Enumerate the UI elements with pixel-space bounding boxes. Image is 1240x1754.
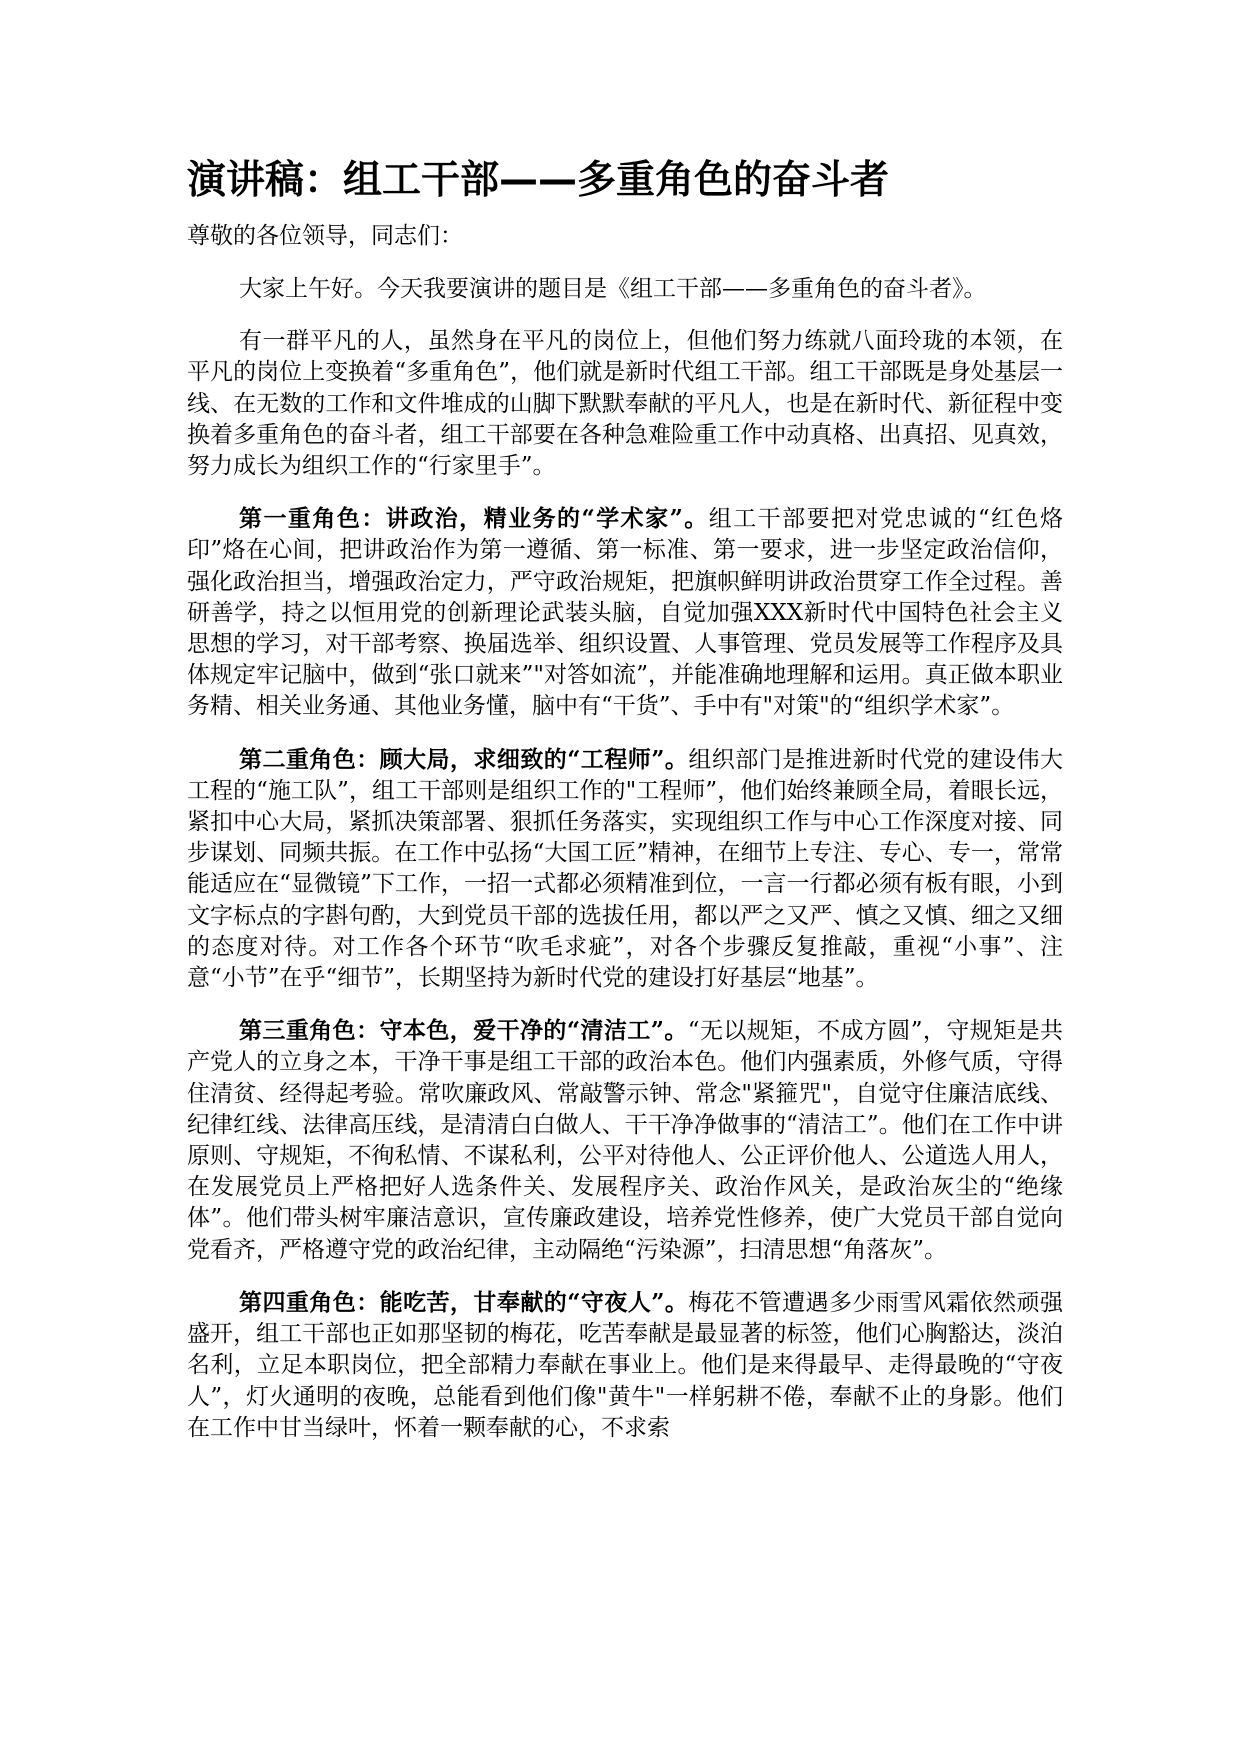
section-heading-2: 第二重角色：顾大局，求细致的“工程师”。	[239, 745, 689, 773]
section-paragraph-1	[187, 503, 1063, 722]
section-paragraph-3	[187, 1015, 1063, 1266]
section-body-1: 组工干部要把对党忠诚的“红色烙印”烙在心间，把讲政治作为第一遵循、第一标准、第一要求，进一步坚定政治信仰，强化政治担当，增强政治定力，严守政治规矩，把旗帜鲜明讲政治贯穿工作全过程。善研善学，持之以恒用党的创新理论武装头脑，自觉加强XXX新时代中国特色社会主义思想的学习，对干部考察、换届选举、组织设置、人事管理、党员发展等工作程序及具体规定牢记脑中，做到“张口就来”"对答如流”，并能准确地理解和运用。真正做本职业务精、相关业务通、其他业务懂，脑中有“干货”、手中有"对策"的“组织学术家”。	[187, 506, 1063, 720]
document-page	[187, 155, 1063, 1465]
overview-paragraph: 有一群平凡的人，虽然身在平凡的岗位上，但他们努力练就八面玲珑的本领，在平凡的岗位上变换着“多重角色”，他们就是新时代组工干部。组工干部既是身处基层一线、在无数的工作和文件堆成的山脚下默默奉献的平凡人，也是在新时代、新征程中变换着多重角色的奋斗者，组工干部要在各种急难险重工作中动真格、出真招、见真效，努力成长为组织工作的“行家里手”。	[187, 328, 1063, 480]
section-paragraph-2	[187, 744, 1063, 995]
section-heading-3: 第三重角色：守本色，爱干净的“清洁工”。	[239, 1017, 688, 1045]
salutation: 尊敬的各位领导，同志们：	[187, 223, 463, 249]
section-body-3: “无以规矩，不成方圆”，守规矩是共产党人的立身之本，干净干事是组工干部的政治本色。他们内强素质，外修气质，守得住清贫、经得起考验。常吹廉政风、常敲警示钟、常念"紧箍咒"，自觉守住廉洁底线、纪律红线、法律高压线，是清清白白做人、干干净净做事的“清洁工”。他们在工作中讲原则、守规矩，不徇私情、不谋私利，公平对待他人、公正评价他人、公道选人用人，在发展党员上严格把好人选条件关、发展程序关、政治作风关，是政治灰尘的“绝缘体”。他们带头树牢廉洁意识，宣传廉政建设，培养党性修养，使广大党员干部自觉向党看齐，严格遵守党的政治纪律，主动隔绝“污染源”，扫清思想“角落灰”。	[187, 1018, 1063, 1263]
section-body-2: 组织部门是推进新时代党的建设伟大工程的“施工队”，组工干部则是组织工作的"工程师”，他们始终兼顾全局，着眼长远，紧扣中心大局，紧抓决策部署、狠抓任务落实，实现组织工作与中心工作深度对接、同步谋划、同频共振。在工作中弘扬“大国工匠”精神，在细节上专注、专心、专一，常常能适应在“显微镜”下工作，一招一式都必须精准到位，一言一行都必须有板有眼，小到文字标点的字斟句酌，大到党员干部的选拔任用，都以严之又严、慎之又慎、细之又细的态度对待。对工作各个环节“吹毛求疵”，对各个步骤反复推敲，重视“小事”、注意“小节”在乎“细节”，长期坚持为新时代党的建设打好基层“地基”。	[187, 746, 1064, 992]
section-body-4: 梅花不管遭遇多少雨雪风霜依然顽强盛开，组工干部也正如那坚韧的梅花，吃苦奉献是最显著的标签，他们心胸豁达，淡泊名利，立足本职岗位，把全部精力奉献在事业上。他们是来得最早、走得最晚的“守夜人”，灯火通明的夜晚，总能看到他们像"黄牛"一样躬耕不倦，奉献不止的身影。他们在工作中甘当绿叶，怀着一颗奉献的心，不求索	[187, 1289, 1064, 1441]
section-paragraph-4	[187, 1287, 1063, 1444]
intro-paragraph: 大家上午好。今天我要演讲的题目是《组工干部——多重角色的奋斗者》。	[239, 276, 987, 302]
document-title: 演讲稿：组工干部——多重角色的奋斗者	[187, 158, 890, 203]
section-heading-1: 第一重角色：讲政治，精业务的“学术家”。	[239, 505, 709, 533]
section-heading-4: 第四重角色：能吃苦，甘奉献的“守夜人”。	[239, 1288, 689, 1316]
